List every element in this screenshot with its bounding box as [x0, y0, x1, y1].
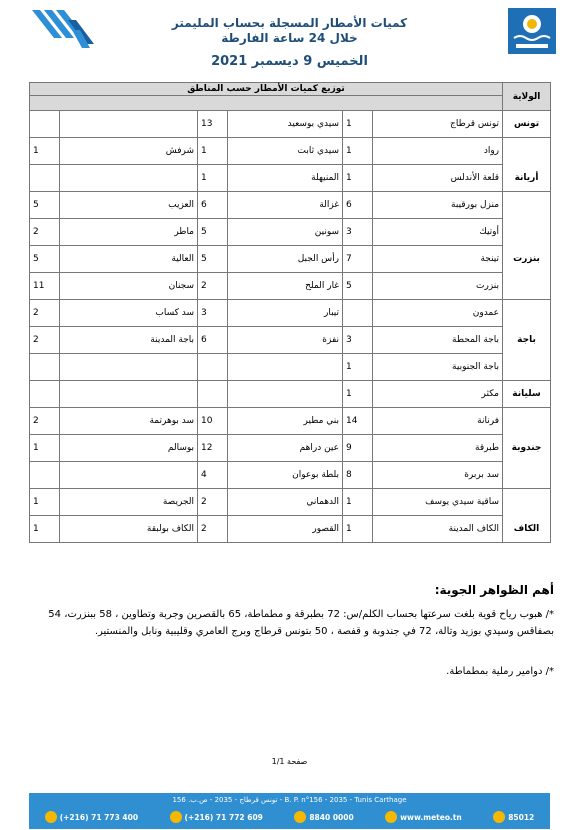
subheader-cell	[30, 96, 503, 111]
phone-icon	[170, 811, 182, 823]
station-name: منزل بورقيبة	[373, 192, 503, 219]
title-line2: خلال 24 ساعة الفارطة	[221, 31, 358, 45]
station-name	[60, 111, 198, 138]
rain-value: 2	[30, 327, 60, 354]
table-subheader-row	[30, 96, 551, 111]
station-name: ساقية سيدي يوسف	[373, 489, 503, 516]
station-name	[60, 462, 198, 489]
distribution-header: توزيع كميات الأمطار حسب المناطق	[30, 83, 503, 96]
table-row	[30, 408, 551, 435]
rain-value: 3	[343, 219, 373, 246]
station-name: سد كساب	[60, 300, 198, 327]
station-name: ماطر	[60, 219, 198, 246]
footer-box	[493, 811, 534, 823]
rain-value	[198, 354, 228, 381]
phenomena-wind: */ هبوب رياح قوية بلغت سرعتها بحساب الكلم/س: 72 بطبرقة و مطماطة، 65 بالقصرين وجربة وتطاوين ، 58 ببنزرت، 54 بصفاقس وسيدي بوزيد وتالة، 72 في جندوبة و قفصة ، 50 بتونس قرطاج وبرج العامري وقليبية ونابل والمنستير.	[48, 609, 554, 637]
report-date: الخميس 9 ديسمبر 2021	[211, 54, 368, 69]
footer-fax-text: 8840 0000	[309, 812, 354, 822]
page-number: صفحة 1/1	[271, 757, 308, 766]
rain-value: 1	[198, 165, 228, 192]
table-row	[30, 192, 551, 219]
phenomena-sand: */ دوامير رملية بمطماطة.	[446, 666, 554, 677]
station-name: الكاف بولبقة	[60, 516, 198, 543]
mail-icon	[493, 811, 505, 823]
table-row	[30, 462, 551, 489]
rain-value: 1	[343, 354, 373, 381]
rain-value	[30, 381, 60, 408]
rain-value: 1	[30, 516, 60, 543]
station-name: العزيب	[60, 192, 198, 219]
governorate-cell: بنزرت	[503, 246, 551, 273]
governorate-cell	[503, 354, 551, 381]
governorate-cell: جندوبة	[503, 435, 551, 462]
rain-value: 3	[343, 327, 373, 354]
governorate-cell	[503, 489, 551, 516]
rain-value	[343, 300, 373, 327]
rain-value: 8	[343, 462, 373, 489]
rain-value: 2	[30, 408, 60, 435]
footer	[29, 793, 550, 829]
station-name: مكثر	[373, 381, 503, 408]
rain-value: 1	[30, 138, 60, 165]
footer-box-text: 85012	[508, 812, 535, 822]
rain-value: 1	[343, 489, 373, 516]
station-name: بوسالم	[60, 435, 198, 462]
station-name: القصور	[228, 516, 343, 543]
rain-value: 1	[343, 381, 373, 408]
table-row	[30, 489, 551, 516]
governorate-cell	[503, 192, 551, 219]
station-name	[228, 354, 343, 381]
governorate-cell: أريانة	[503, 165, 551, 192]
table-row	[30, 273, 551, 300]
rain-value: 6	[343, 192, 373, 219]
table-row	[30, 381, 551, 408]
footer-web[interactable]	[385, 811, 462, 823]
rain-value: 14	[343, 408, 373, 435]
rain-value: 6	[198, 192, 228, 219]
rain-value: 3	[198, 300, 228, 327]
table-row	[30, 354, 551, 381]
rain-value: 2	[30, 219, 60, 246]
governorate-cell	[503, 408, 551, 435]
station-name: تيبار	[228, 300, 343, 327]
rain-value: 5	[30, 192, 60, 219]
rain-value: 6	[198, 327, 228, 354]
station-name: الكاف المدينة	[373, 516, 503, 543]
station-name: رواد	[373, 138, 503, 165]
rain-value: 1	[343, 111, 373, 138]
table-row	[30, 219, 551, 246]
rain-value: 1	[198, 138, 228, 165]
station-name: غزالة	[228, 192, 343, 219]
rain-value	[30, 111, 60, 138]
station-name: سيدي بوسعيد	[228, 111, 343, 138]
rain-value: 7	[343, 246, 373, 273]
footer-fax	[294, 811, 353, 823]
rain-value: 1	[343, 165, 373, 192]
rain-value: 2	[198, 516, 228, 543]
governorate-cell	[503, 138, 551, 165]
rain-value: 1	[343, 516, 373, 543]
table-body	[30, 111, 551, 543]
table-row	[30, 300, 551, 327]
governorate-cell: باجة	[503, 327, 551, 354]
phenomena-title: أهم الظواهر الجوية:	[434, 583, 554, 597]
station-name: بنزرت	[373, 273, 503, 300]
footer-phone2	[170, 811, 263, 823]
rain-value: 4	[198, 462, 228, 489]
station-name: سد بوهرتمة	[60, 408, 198, 435]
governorate-cell	[503, 300, 551, 327]
footer-phone2-text: (+216) 71 772 609	[184, 812, 263, 822]
station-name: تونس قرطاج	[373, 111, 503, 138]
station-name: الدهماني	[228, 489, 343, 516]
station-name: سد بربرة	[373, 462, 503, 489]
station-name: فرنانة	[373, 408, 503, 435]
station-name	[60, 381, 198, 408]
rain-value	[30, 354, 60, 381]
table-row	[30, 138, 551, 165]
rain-value: 5	[30, 246, 60, 273]
station-name: شرفش	[60, 138, 198, 165]
rain-value	[198, 381, 228, 408]
rain-value: 11	[30, 273, 60, 300]
station-name: طبرقة	[373, 435, 503, 462]
rain-value: 5	[343, 273, 373, 300]
rain-value: 1	[30, 489, 60, 516]
rain-value: 5	[198, 246, 228, 273]
station-name: العالية	[60, 246, 198, 273]
header	[0, 0, 579, 85]
institute-logo	[508, 8, 556, 54]
rain-value: 2	[30, 300, 60, 327]
station-name: قلعة الأندلس	[373, 165, 503, 192]
station-name	[60, 354, 198, 381]
rain-value: 10	[198, 408, 228, 435]
station-name: سيدي ثابت	[228, 138, 343, 165]
table-row	[30, 111, 551, 138]
station-name: سجنان	[60, 273, 198, 300]
footer-phone1-text: (+216) 71 773 400	[59, 812, 139, 822]
rain-value: 13	[198, 111, 228, 138]
governorate-cell: تونس	[503, 111, 551, 138]
table-header-row	[30, 83, 551, 96]
station-name: رأس الجبل	[228, 246, 343, 273]
globe-icon	[385, 811, 397, 823]
footer-contacts	[29, 811, 550, 823]
rain-value: 1	[343, 138, 373, 165]
station-name: باجة المدينة	[60, 327, 198, 354]
rainfall-table	[29, 82, 551, 543]
governorate-cell: سليانة	[503, 381, 551, 408]
station-name: باجة الجنوبية	[373, 354, 503, 381]
station-name: أوتيك	[373, 219, 503, 246]
rain-value: 1	[30, 435, 60, 462]
table-row	[30, 327, 551, 354]
station-name: بلطة بوعوان	[228, 462, 343, 489]
rain-value: 2	[198, 273, 228, 300]
station-name: عين دراهم	[228, 435, 343, 462]
station-name: سونين	[228, 219, 343, 246]
phone-icon	[45, 811, 57, 823]
table-row	[30, 246, 551, 273]
fax-icon	[294, 811, 306, 823]
station-name: باجة المحطة	[373, 327, 503, 354]
station-name: غار الملح	[228, 273, 343, 300]
rain-value: 12	[198, 435, 228, 462]
governorate-header: الولاية	[503, 83, 551, 111]
table-row	[30, 516, 551, 543]
station-name: تينجة	[373, 246, 503, 273]
rain-value: 5	[198, 219, 228, 246]
station-name: بني مطير	[228, 408, 343, 435]
governorate-cell: الكاف	[503, 516, 551, 543]
governorate-cell	[503, 462, 551, 489]
station-name	[60, 165, 198, 192]
footer-phone1	[45, 811, 138, 823]
station-name: عمدون	[373, 300, 503, 327]
title-line1: كميات الأمطار المسجلة بحساب المليمتر	[171, 16, 408, 30]
table-row	[30, 435, 551, 462]
station-name: الجريصة	[60, 489, 198, 516]
station-name: نفزة	[228, 327, 343, 354]
rain-value	[30, 165, 60, 192]
rain-value	[30, 462, 60, 489]
footer-web-text[interactable]: www.meteo.tn	[400, 812, 462, 822]
rain-value: 9	[343, 435, 373, 462]
station-name	[228, 381, 343, 408]
governorate-cell	[503, 273, 551, 300]
governorate-cell	[503, 219, 551, 246]
station-name: المنيهلة	[228, 165, 343, 192]
table-row	[30, 165, 551, 192]
rain-value: 2	[198, 489, 228, 516]
footer-address: B. P. n°156 - 2035 - Tunis Carthage - تونس قرطاج - 2035 - ص.ب. 156	[172, 796, 407, 804]
